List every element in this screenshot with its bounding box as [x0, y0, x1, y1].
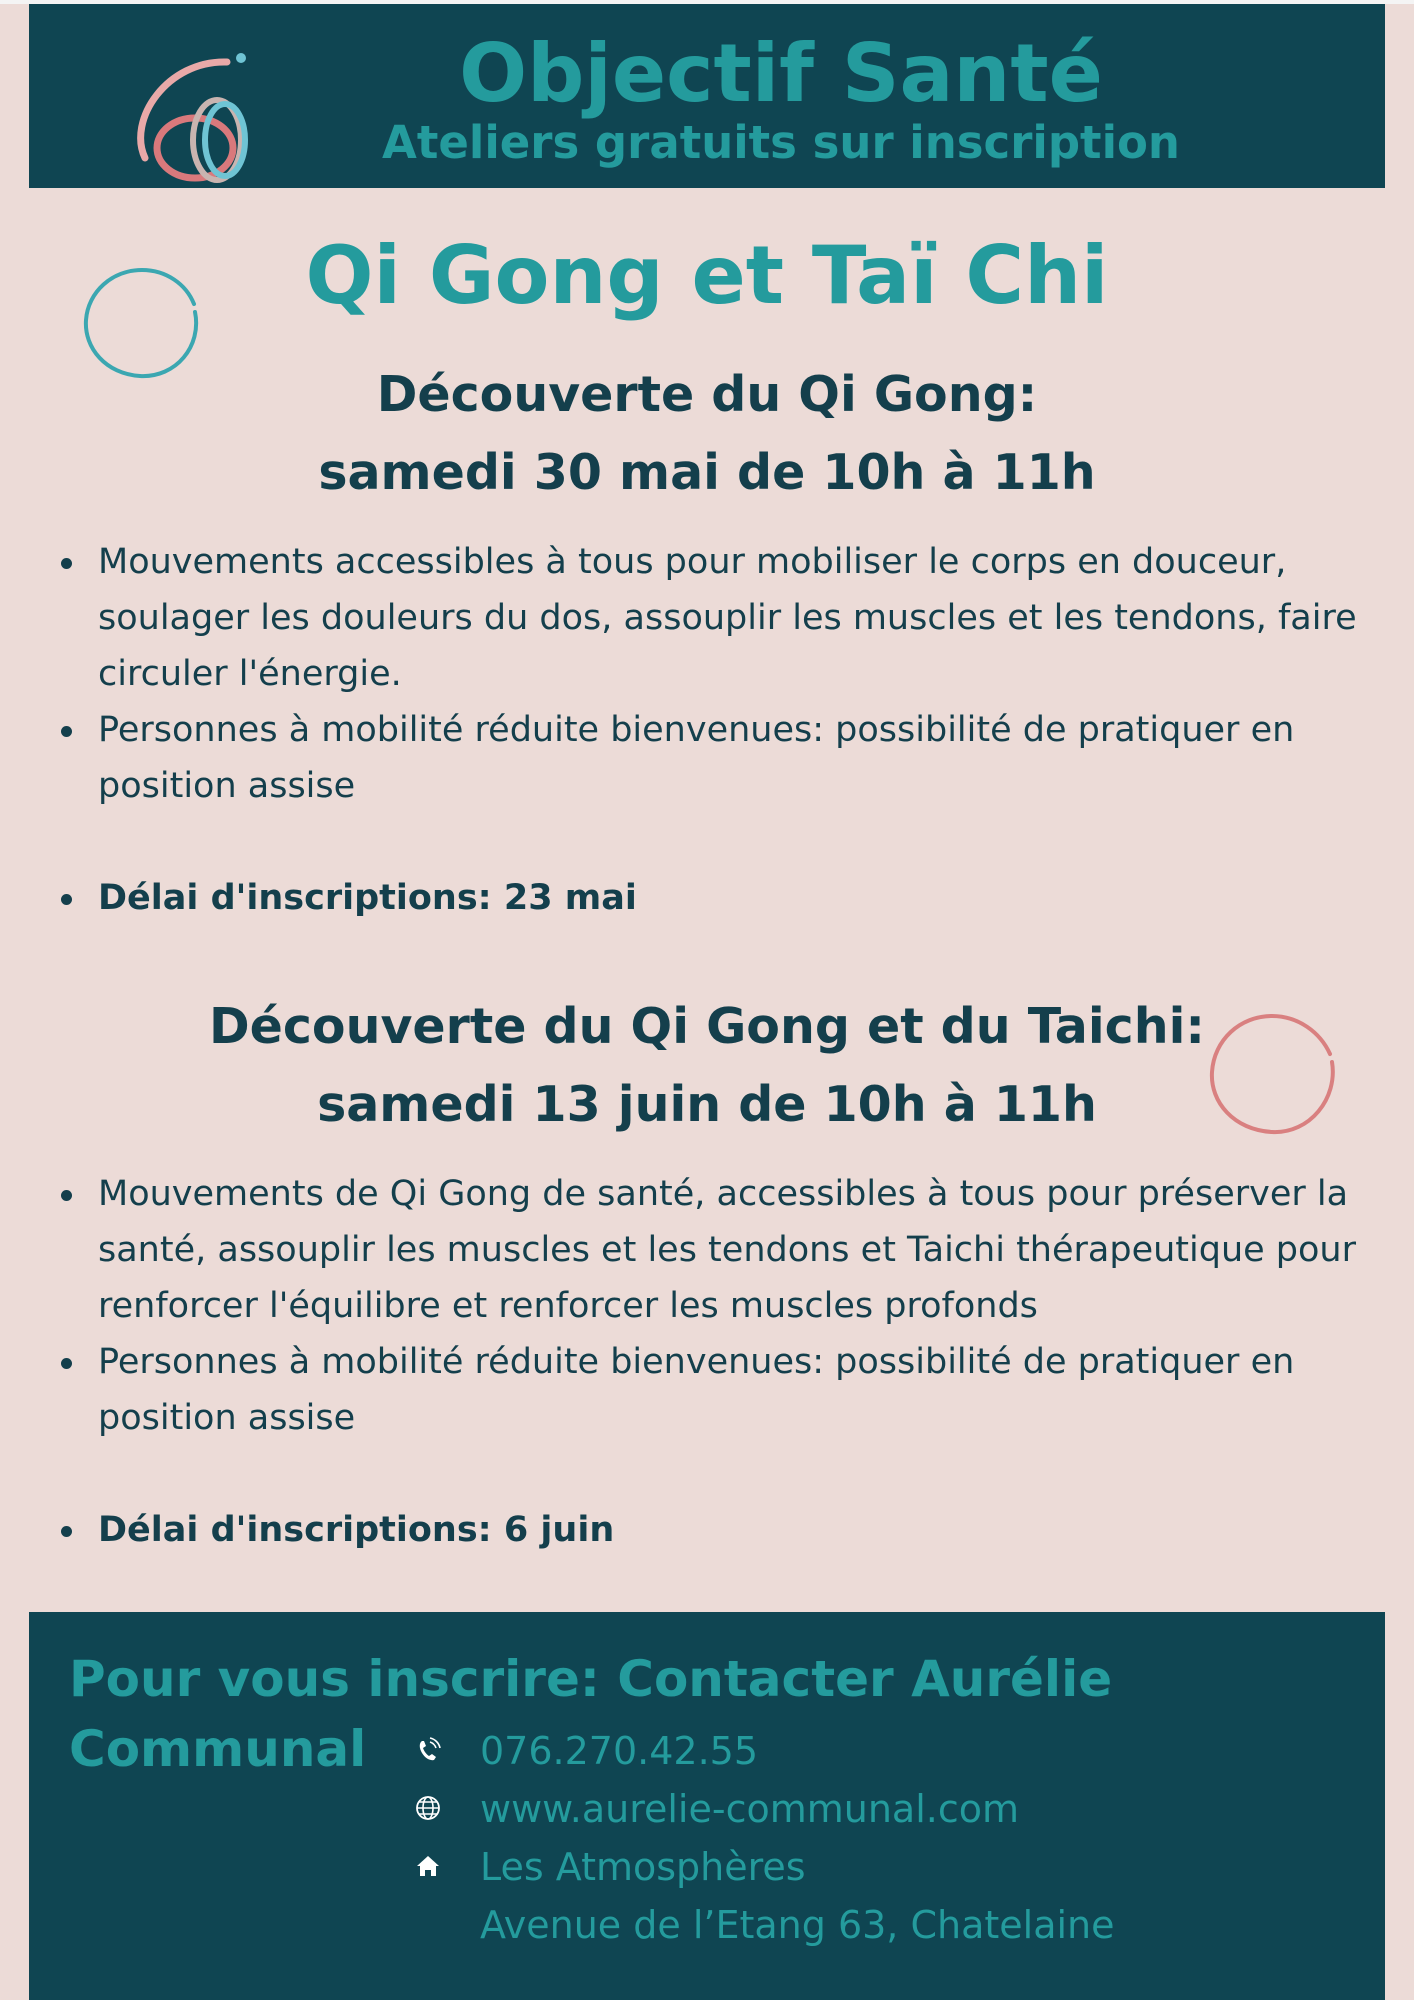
section-2-deadline-list [58, 1502, 1378, 1558]
list-item: Personnes à mobilité réduite bienvenues: possibilité de pratiquer en position assise [58, 1334, 1378, 1446]
section-2-bullets [58, 1166, 1378, 1446]
footer-title: Pour vous inscrire: Contacter Aurélie Communal [69, 1650, 1113, 1778]
list-item: Mouvements de Qi Gong de santé, accessibles à tous pour préserver la santé, assouplir les muscles et les tendons et Taichi thérapeutique pour renforcer l'équilibre et renforcer les muscles profonds [58, 1166, 1378, 1334]
contact-address-line-1: Les Atmosphères [480, 1845, 806, 1889]
home-icon [414, 1852, 442, 1880]
section-1-date: samedi 30 mai de 10h à 11h [318, 444, 1096, 501]
section-1-deadline-list [58, 870, 1378, 926]
section-1-deadline: Délai d'inscriptions: 23 mai [58, 870, 1378, 926]
contact-website-link[interactable]: www.aurelie-communal.com [480, 1787, 1019, 1831]
contact-footer [29, 1612, 1385, 2000]
decorative-circle-pink [1206, 1012, 1338, 1138]
section-1-title: Découverte du Qi Gong: [376, 366, 1038, 423]
globe-icon [414, 1794, 442, 1822]
list-item: Personnes à mobilité réduite bienvenues: possibilité de pratiquer en position assise [58, 702, 1378, 814]
section-2-title: Découverte du Qi Gong et du Taichi: [208, 998, 1205, 1055]
header-banner [29, 4, 1385, 188]
header-subtitle: Ateliers gratuits sur inscription [382, 116, 1180, 169]
contact-address-line-2: Avenue de l’Etang 63, Chatelaine [480, 1903, 1115, 1947]
section-1-bullets [58, 534, 1378, 814]
header-title: Objectif Santé [459, 27, 1103, 120]
page-title: Qi Gong et Taï Chi [305, 229, 1109, 322]
contact-phone-text[interactable]: 076.270.42.55 [480, 1729, 759, 1773]
list-item: Mouvements accessibles à tous pour mobiliser le corps en douceur, soulager les douleurs du dos, assouplir les muscles et les tendons, faire circuler l'énergie. [58, 534, 1378, 702]
section-2-deadline: Délai d'inscriptions: 6 juin [58, 1502, 1378, 1558]
phone-icon [414, 1736, 442, 1764]
section-2-date: samedi 13 juin de 10h à 11h [317, 1076, 1097, 1133]
